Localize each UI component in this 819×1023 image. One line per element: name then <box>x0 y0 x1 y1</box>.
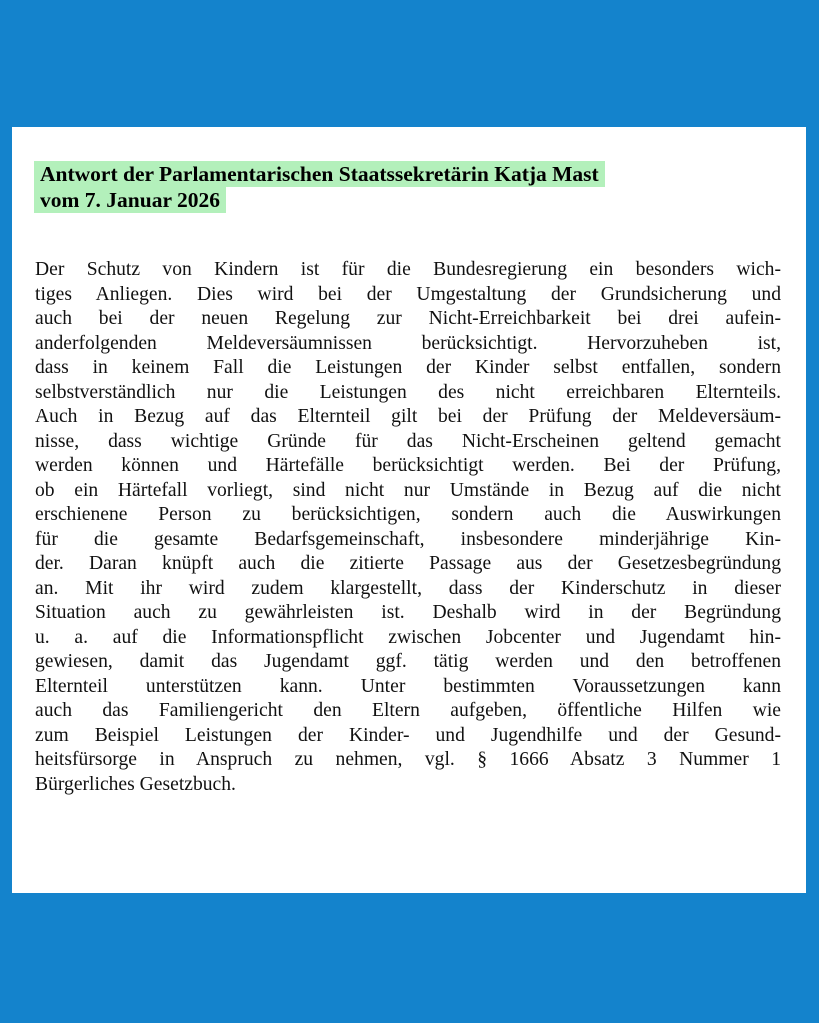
text-line: heitsfürsorge in Anspruch zu nehmen, vgl. § 1666 Absatz 3 Nummer 1 <box>35 749 781 770</box>
text-line: zum Beispiel Leistungen der Kinder- und Jugendhilfe und der Gesund- <box>35 724 781 746</box>
text-line: dass in keinem Fall die Leistungen der Kinder selbst entfallen, sondern <box>35 357 781 378</box>
text-line: u. a. auf die Informationspflicht zwischen Jobcenter und Jugendamt hin- <box>35 626 781 648</box>
heading-line-2: vom 7. Januar 2026 <box>34 187 226 213</box>
text-line: selbstverständlich nur die Leistungen des nicht erreichbaren Elternteils. <box>35 381 781 403</box>
text-line: anderfolgenden Meldeversäumnissen berücksichtigt. Hervorzuheben ist, <box>35 332 781 354</box>
text-line: werden können und Härtefälle berücksichtigt werden. Bei der Prüfung, <box>35 455 781 476</box>
text-line: Situation auch zu gewährleisten ist. Deshalb wird in der Begründung <box>35 602 781 623</box>
text-line: ob ein Härtefall vorliegt, sind nicht nur Umstände in Bezug auf die nicht <box>35 479 781 501</box>
text-line: auch das Familiengericht den Eltern aufgeben, öffentliche Hilfen wie <box>35 700 781 721</box>
text-line: erschienene Person zu berücksichtigen, sondern auch die Auswirkungen <box>35 504 781 525</box>
text-line: auch bei der neuen Regelung zur Nicht-Erreichbarkeit bei drei aufein- <box>35 308 781 329</box>
text-line: für die gesamte Bedarfsgemeinschaft, insbesondere minderjährige Kin- <box>35 528 781 550</box>
heading-line-1: Antwort der Parlamentarischen Staatssekretärin Katja Mast <box>34 161 605 187</box>
text-line: der. Daran knüpft auch die zitierte Passage aus der Gesetzesbegründung <box>35 553 781 574</box>
text-line: Der Schutz von Kindern ist für die Bundesregierung ein besonders wich- <box>35 259 781 280</box>
answer-text <box>35 258 781 797</box>
answer-heading <box>34 161 605 213</box>
text-line: Bürgerliches Gesetzbuch. <box>35 773 236 795</box>
document-card <box>12 127 806 893</box>
text-line: Elternteil unterstützen kann. Unter bestimmten Voraussetzungen kann <box>35 675 781 697</box>
text-line: Auch in Bezug auf das Elternteil gilt bei der Prüfung der Meldeversäum- <box>35 406 781 427</box>
text-line: tiges Anliegen. Dies wird bei der Umgestaltung der Grundsicherung und <box>35 283 781 305</box>
text-line: gewiesen, damit das Jugendamt ggf. tätig werden und den betroffenen <box>35 651 781 672</box>
text-line: an. Mit ihr wird zudem klargestellt, dass der Kinderschutz in dieser <box>35 577 781 599</box>
text-line: nisse, dass wichtige Gründe für das Nicht-Erscheinen geltend gemacht <box>35 430 781 452</box>
